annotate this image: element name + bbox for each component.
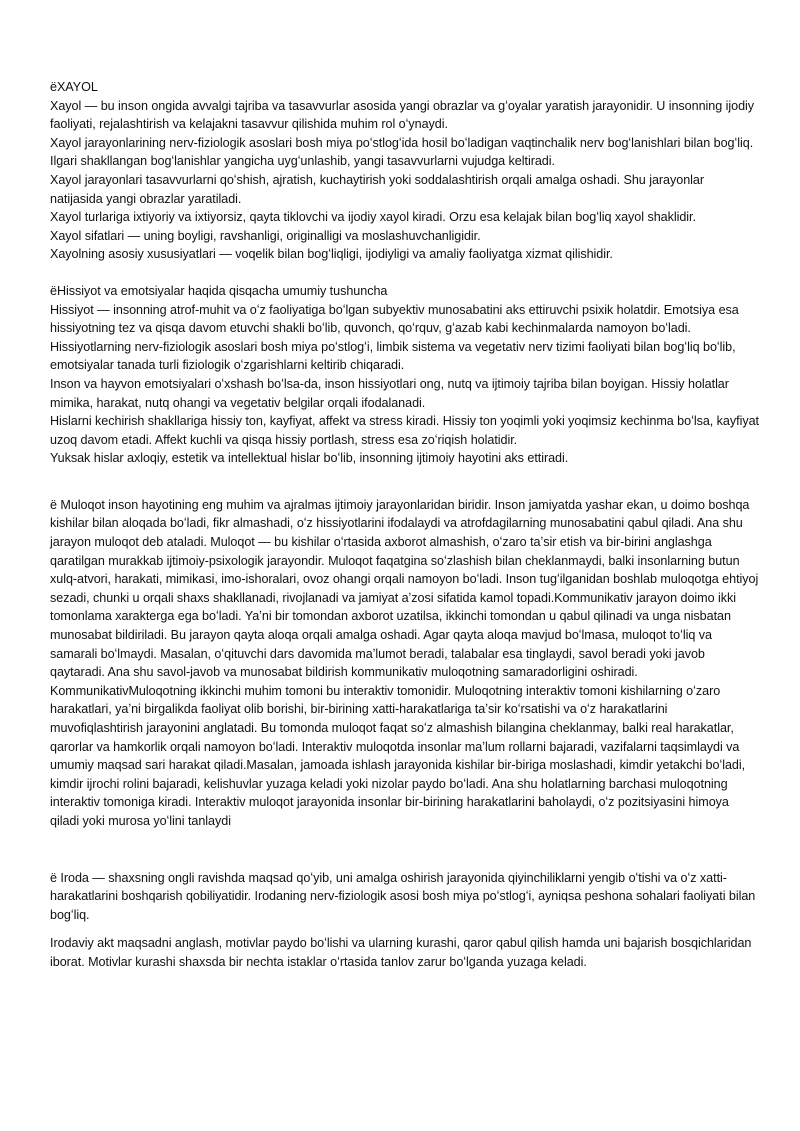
text-line: Yuksak hislar axloqiy, estetik va intellektual hislar boʻlib, insonning ijtimoiy hayotini aks ettiradi. bbox=[50, 451, 569, 466]
spacer bbox=[50, 831, 760, 869]
text-line: Xayol jarayonlari tasavvurlarni qoʻshish, ajratish, kuchaytirish yoki soddalashtirish orqali amalga oshadi. Shu jarayonlar natijasida yangi obrazlar yaratiladi. bbox=[50, 172, 705, 206]
text-line: Xayol sifatlari — uning boyligi, ravshanligi, originalligi va moslashuvchanligidir. bbox=[50, 228, 481, 243]
body-paragraph: ë Iroda — shaxsning ongli ravishda maqsad qoʻyib, uni amalga oshirish jarayonida qiyinchiliklarni yengib oʻtishi va oʻz xatti-harakatlarini boshqarish qobiliyatidir. Irodaning nerv-fiziologik asosi bosh miya poʻstlogʻi, ayniqsa peshona sohalari faoliyati bilan bogʻliq. bbox=[50, 870, 756, 922]
section-iroda bbox=[50, 869, 760, 972]
body-paragraph: Irodaviy akt maqsadni anglash, motivlar paydo boʻlishi va ularning kurashi, qaror qabul qilish hamda uni bajarish bosqichlaridan iborat. Motivlar kurashi shaxsda bir nechta istaklar oʻrtasida tanlov zarur boʻlganda yuzaga keladi. bbox=[50, 936, 752, 969]
section-muloqot bbox=[50, 496, 760, 831]
text-line: Xayol turlariga ixtiyoriy va ixtiyorsiz, qayta tiklovchi va ijodiy xayol kiradi. Orzu esa kelajak bilan bogʻliq xayol shaklidir. bbox=[50, 210, 696, 225]
text-line: Inson va hayvon emotsiyalari oʻxshash boʻlsa-da, inson hissiyotlari ong, nutq va ijtimoiy tajriba bilan boyigan. Hissiy holatlar mimika, harakat, nutq ohangi va vegetativ belgilar orqali ifodalanadi. bbox=[50, 376, 729, 410]
text-line: Xayolning asosiy xususiyatlari — voqelik bilan bogʻliqligi, ijodiyligi va amaliy faoliyatga xizmat qilishidir. bbox=[50, 247, 613, 262]
section-hissiyot bbox=[50, 282, 760, 468]
spacer bbox=[50, 924, 760, 934]
spacer bbox=[50, 468, 760, 496]
section-heading: ëXAYOL bbox=[50, 80, 98, 94]
document-page bbox=[50, 78, 760, 972]
spacer bbox=[50, 264, 760, 282]
body-paragraph: ë Muloqot inson hayotining eng muhim va ajralmas ijtimoiy jarayonlaridan biridir. Inson jamiyatda yashar ekan, u doimo boshqa kishilar bilan aloqada boʻladi, fikr almashadi, oʻz hissiyotlarini ifodalaydi va atrofdagilarning munosabatini qabul qiladi. Ana shu jarayon muloqot deb ataladi. Muloqot — bu kishilar oʻrtasida axborot almashish, oʻzaro taʼsir etish va bir-birini anglashga qaratilgan murakkab ijtimoiy-psixologik jarayondir. Muloqot faqatgina soʻzlashish bilan cheklanmaydi, balki insonlarning butun xulq-atvori, harakati, mimikasi, imo-ishoralari, ovoz ohangi orqali namoyon boʻladi. Inson tugʻilganidan boshlab muloqotga ehtiyoj sezadi, chunki u orqali shaxs shakllanadi, rivojlanadi va jamiyat aʼzosi sifatida kamol topadi.Kommunikativ jarayon doimo ikki tomonlama xarakterga ega boʻladi. Yaʼni bir tomondan axborot uzatilsa, ikkinchi tomondan u qabul qilinadi va unga nisbatan munosabat bildiriladi. Bu jarayon qayta aloqa orqali amalga oshadi. Agar qayta aloqa mavjud boʻlmasa, muloqot toʻliq va samarali boʻlmaydi. Masalan, oʻqituvchi dars davomida maʼlumot beradi, talabalar esa tinglaydi, savol beradi yoki javob qaytaradi. Ana shu savol-javob va munosabat bildirish kommunikativ muloqotning samaradorligini oshiradi. KommunikativMuloqotning ikkinchi muhim tomoni bu interaktiv tomonidir. Muloqotning interaktiv tomoni kishilarning oʻzaro harakatlari, yaʼni birgalikda faoliyat olib borishi, bir-birining xatti-harakatlariga taʼsir koʻrsatishi va oʻz harakatlarini muvofiqlashtirish jarayonini anglatadi. Bu tomonda muloqot faqat soʻz almashish bilangina cheklanmay, balki real harakatlar, qarorlar va hamkorlik orqali namoyon boʻladi. Interaktiv muloqotda insonlar maʼlum rollarni bajaradi, vazifalarni taqsimlaydi va umumiy maqsad sari harakat qiladi.Masalan, jamoada ishlash jarayonida kishilar bir-biriga moslashadi, kimdir yetakchi boʻladi, kimdir ijrochi rolini bajaradi, kelishuvlar yuzaga keladi yoki nizolar paydo boʻladi. Ana shu holatlarning barchasi muloqotning interaktiv tomoniga kiradi. Interaktiv muloqot jarayonida insonlar bir-birining harakatlarini baholaydi, oʻz pozitsiyasini himoya qiladi yoki murosa yoʻlini tanlaydi bbox=[50, 497, 759, 828]
text-line: Hissiyotlarning nerv-fiziologik asoslari bosh miya poʻstlogʻi, limbik sistema va vegetativ nerv tizimi faoliyati bilan bogʻliq boʻlib, emotsiyalar tanada turli fiziologik oʻzgarishlarni keltirib chiqaradi. bbox=[50, 339, 736, 373]
text-line: Xayol jarayonlarining nerv-fiziologik asoslari bosh miya poʻstlogʻida hosil boʻladigan vaqtinchalik nerv bogʻlanishlari bilan bogʻliq. Ilgari shakllangan bogʻlanishlar yangicha uygʻunlashib, yangi tasavvurlarni vujudga keltiradi. bbox=[50, 135, 754, 169]
text-line: Hissiyot — insonning atrof-muhit va oʻz faoliyatiga boʻlgan subyektiv munosabatini aks ettiruvchi psixik holatdir. Emotsiya esa hissiyotning tez va qisqa davom etuvchi shakli boʻlib, quvonch, qoʻrquv, gʻazab kabi kechinmalarda namoyon boʻladi. bbox=[50, 302, 739, 336]
section-heading: ëHissiyot va emotsiyalar haqida qisqacha umumiy tushuncha bbox=[50, 283, 388, 298]
section-xayol bbox=[50, 78, 760, 264]
text-line: Hislarni kechirish shakllariga hissiy ton, kayfiyat, affekt va stress kiradi. Hissiy ton yoqimli yoki yoqimsiz kechinma boʻlsa, kayfiyat uzoq davom etadi. Affekt kuchli va qisqa hissiy portlash, stress esa zoʻriqish holatidir. bbox=[50, 414, 759, 447]
text-line: Xayol — bu inson ongida avvalgi tajriba va tasavvurlar asosida yangi obrazlar va gʻoyalar yaratish jarayonidir. U insonning ijodiy faoliyati, rejalashtirish va kelajakni tasavvur qilishida muhim rol oʻynaydi. bbox=[50, 98, 755, 132]
